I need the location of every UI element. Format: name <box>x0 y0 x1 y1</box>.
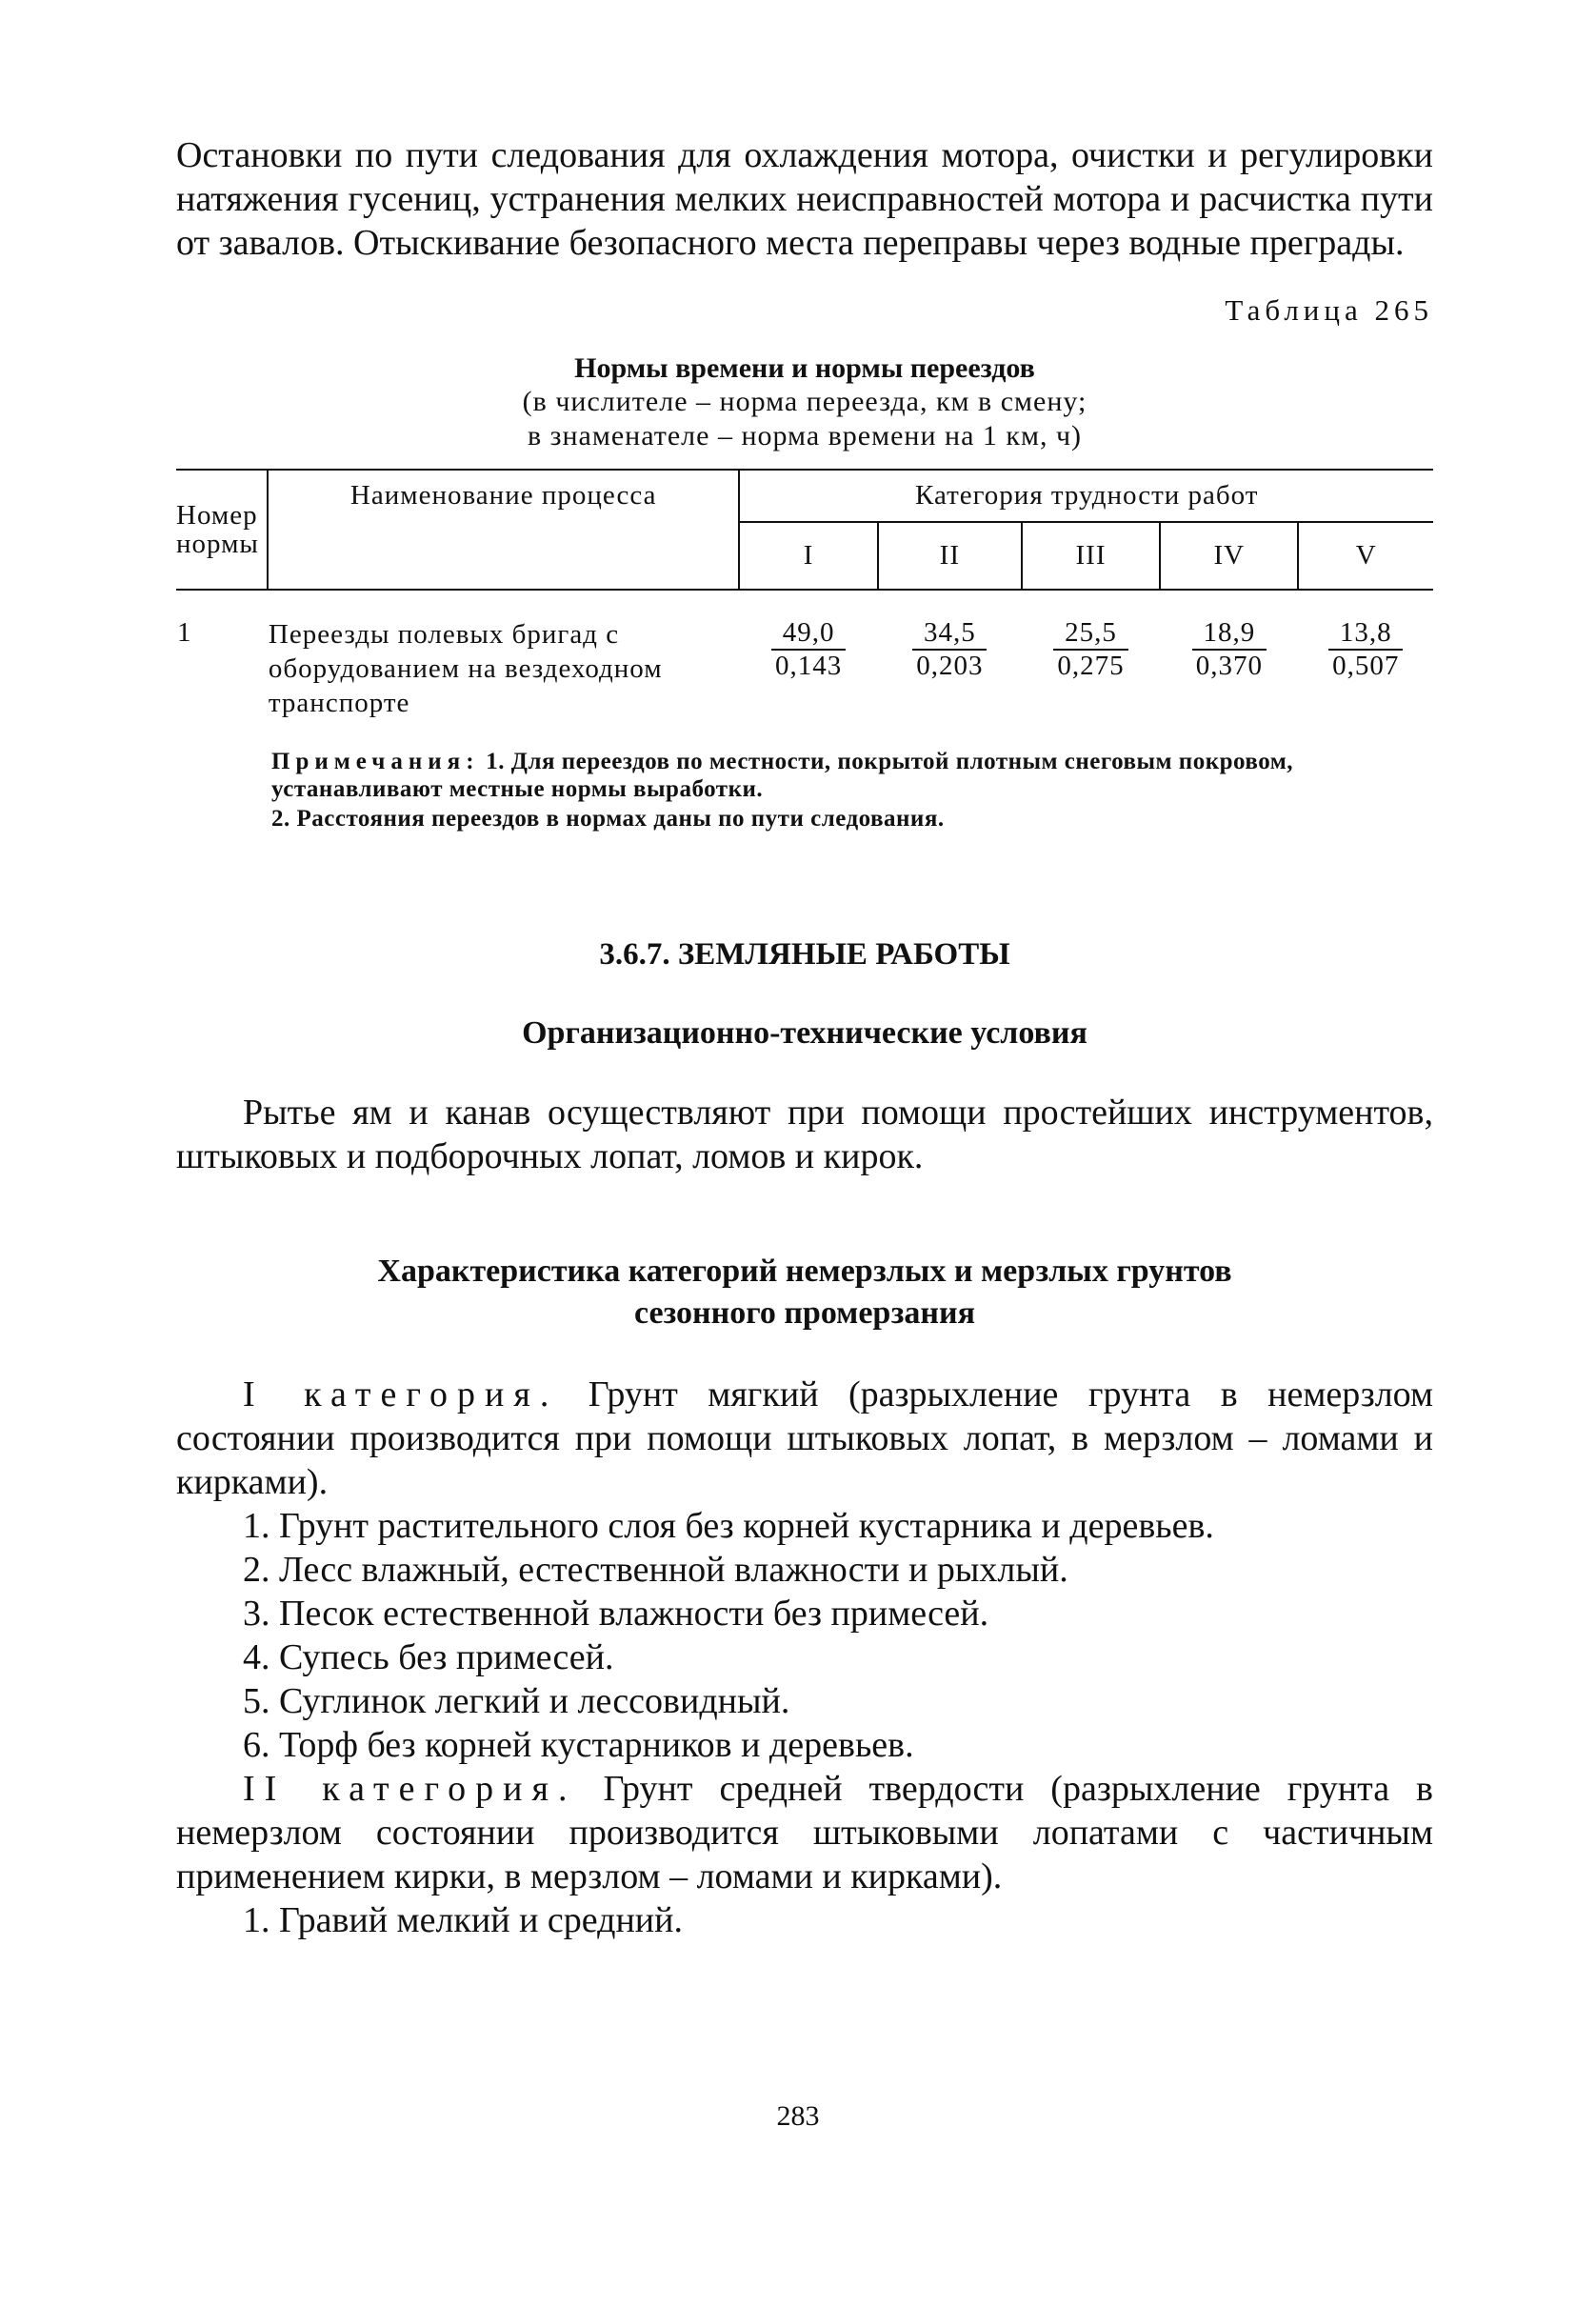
category-2-text: Грунт средней твердости (разрыхление грунта в немерзлом состоянии производится штыковыми лопатами с частичным применением кирки, в мерзлом – ломами и кирками). <box>176 1769 1433 1896</box>
header-category: Категория трудности работ <box>739 470 1433 522</box>
table-subtitle-2: в знаменателе – норма времени на 1 км, ч) <box>527 420 1083 451</box>
org-paragraph: Рытье ям и канав осуществляют при помощи простейших инструментов, штыковых и подборочных лопат, ломов и кирок. <box>176 1093 1433 1176</box>
category-2-label: II категория. <box>243 1769 577 1809</box>
note-1: 1. Для переездов по местности, покрытой плотным снеговым покровом, устанавливают местные нормы выработки. <box>271 749 1294 802</box>
header-cat-4: IV <box>1160 522 1298 590</box>
intro-paragraph: Остановки по пути следования для охлаждения мотора, очистки и регулировки натяжения гусениц, устранения мелких неисправностей мотора и расчистка пути от завалов. Отыскивание безопасного места переправы через водные преграды. <box>176 135 1433 263</box>
table-label: Таблица 265 <box>1225 293 1433 327</box>
value-cat-5 <box>1298 590 1433 721</box>
denominator: 0,507 <box>1332 651 1400 681</box>
table-row <box>176 590 1433 721</box>
value-cat-2 <box>878 590 1022 721</box>
list-item: 1. Гравий мелкий и средний. <box>243 1900 683 1940</box>
row-process: Переезды полевых бригад с оборудованием на вездеходном транспорте <box>268 619 663 718</box>
list-item: 2. Лесс влажный, естественной влажности и рыхлый. <box>243 1550 1068 1590</box>
category-1-paragraph <box>176 1373 1433 1504</box>
header-cat-1: I <box>739 522 877 590</box>
org-heading: Организационно-технические условия <box>522 1015 1087 1051</box>
category-1-text: Грунт мягкий (разрыхление грунта в немерзлом состоянии производится при помощи штыковых лопат, в мерзлом – ломами и кирками). <box>176 1374 1433 1502</box>
value-cat-1 <box>739 590 877 721</box>
numerator: 49,0 <box>771 617 846 651</box>
header-cat-3: III <box>1022 522 1160 590</box>
numerator: 13,8 <box>1328 617 1403 651</box>
note-2: 2. Расстояния переездов в нормах даны по пути следования. <box>271 806 945 832</box>
norms-table <box>176 469 1433 721</box>
table-title: Нормы времени и нормы переездов <box>574 352 1035 384</box>
denominator: 0,275 <box>1057 651 1125 681</box>
char-heading-2: сезонного промерзания <box>634 1295 975 1331</box>
category-1-label: I категория. <box>243 1374 559 1414</box>
list-item: 1. Грунт растительного слоя без корней кустарника и деревьев. <box>243 1506 1214 1546</box>
header-cat-2: II <box>878 522 1022 590</box>
numerator: 18,9 <box>1192 617 1267 651</box>
numerator: 34,5 <box>912 617 987 651</box>
table-notes <box>176 748 1433 833</box>
denominator: 0,370 <box>1195 651 1263 681</box>
category-2-paragraph <box>176 1767 1433 1898</box>
list-item: 3. Песок естественной влажности без примесей. <box>243 1594 989 1634</box>
denominator: 0,143 <box>775 651 843 681</box>
table-subtitle-1: (в числителе – норма переезда, км в смену; <box>522 386 1087 417</box>
header-cat-5: V <box>1298 522 1433 590</box>
page <box>176 133 1433 1942</box>
denominator: 0,203 <box>916 651 984 681</box>
char-heading-1: Характеристика категорий немерзлых и мерзлых грунтов <box>377 1254 1232 1289</box>
header-number: Номер нормы <box>176 470 268 590</box>
numerator: 25,5 <box>1053 617 1127 651</box>
value-cat-3 <box>1022 590 1160 721</box>
header-process: Наименование процесса <box>268 470 740 590</box>
notes-label: Примечания: <box>271 749 480 774</box>
list-item: 6. Торф без корней кустарников и деревьев. <box>243 1725 914 1765</box>
section-title: 3.6.7. ЗЕМЛЯНЫЕ РАБОТЫ <box>599 937 1010 972</box>
row-number: 1 <box>177 617 192 648</box>
list-item: 4. Супесь без примесей. <box>243 1637 614 1677</box>
page-number: 283 <box>776 2100 820 2132</box>
value-cat-4 <box>1160 590 1298 721</box>
list-item: 5. Суглинок легкий и лессовидный. <box>243 1681 790 1721</box>
